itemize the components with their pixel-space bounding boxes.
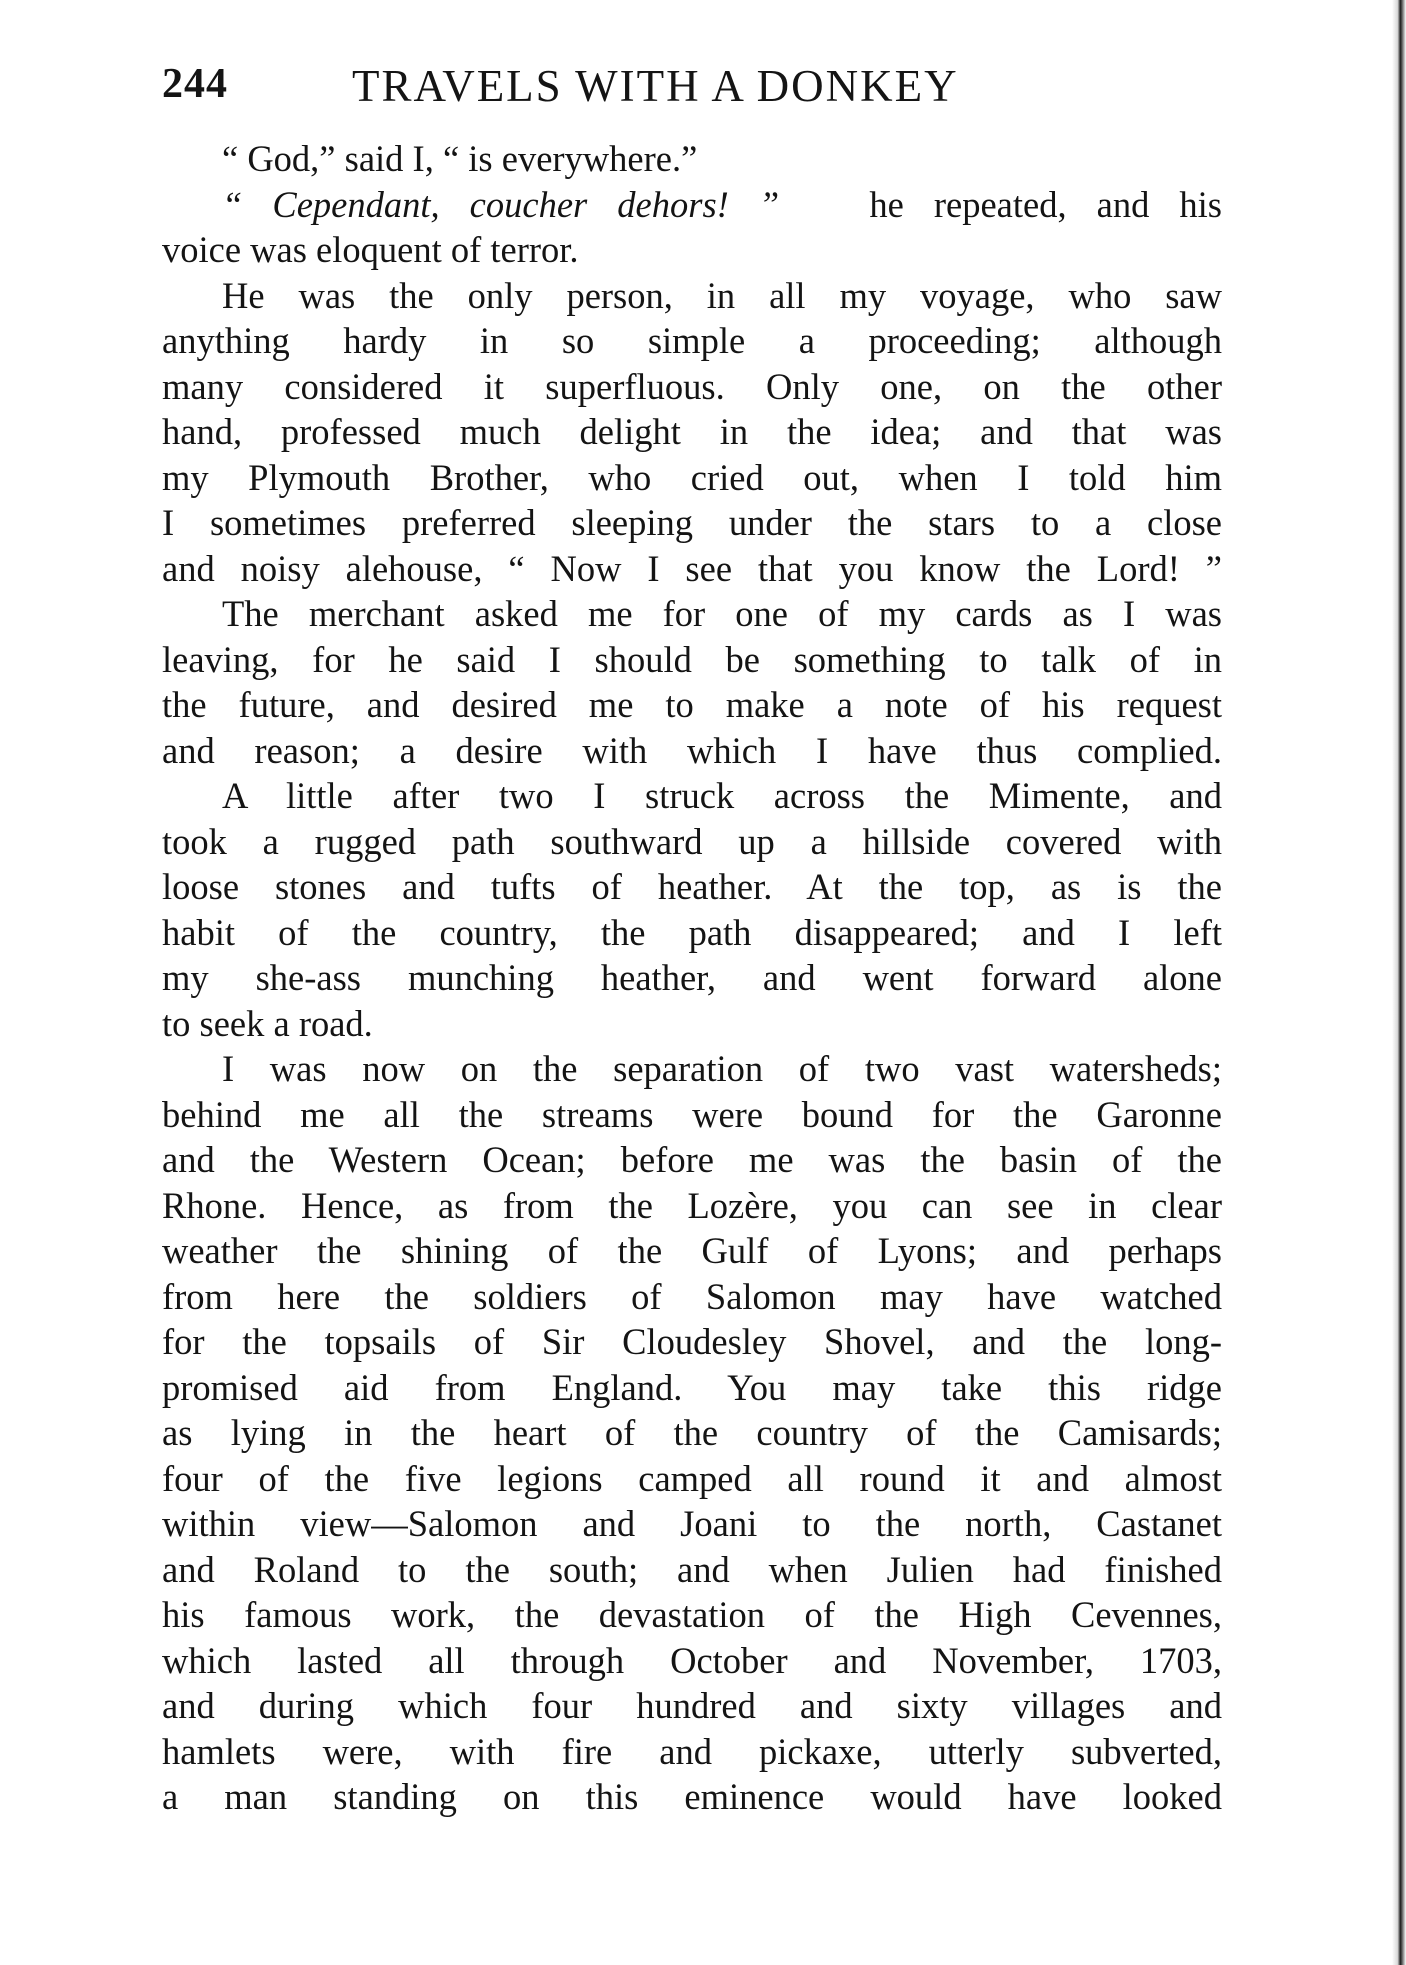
- text-fragment: he repeated, and his: [869, 183, 1222, 225]
- page-number: 244: [162, 61, 228, 107]
- text-line: promised aid from England. You may take this ridge: [162, 1366, 1222, 1408]
- text-line: I was now on the separation of two vast watersheds;: [222, 1048, 1222, 1089]
- text-line: and noisy alehouse, “ Now I see that you know the Lord! ”: [162, 547, 1222, 589]
- italic-quote: “ Cependant, coucher dehors! ”: [222, 183, 780, 225]
- text-line: [162, 182, 1222, 228]
- text-line: The merchant asked me for one of my cards as I was: [222, 593, 1222, 634]
- text-line: a man standing on this eminence would have looked: [162, 1776, 1222, 1817]
- text-line: leaving, for he said I should be something to talk of in: [162, 638, 1222, 680]
- text-line: took a rugged path southward up a hillside covered with: [162, 820, 1222, 862]
- text-line: his famous work, the devastation of the High Cevennes,: [162, 1594, 1222, 1635]
- text-line: A little after two I struck across the Mimente, and: [222, 775, 1222, 816]
- text-line: habit of the country, the path disappeared; and I left: [162, 911, 1222, 953]
- text-line: behind me all the streams were bound for the Garonne: [162, 1093, 1222, 1135]
- text-line: He was the only person, in all my voyage, who saw: [222, 274, 1222, 316]
- text-line: hand, professed much delight in the idea; and that was: [162, 411, 1222, 452]
- text-line: voice was eloquent of terror.: [162, 229, 579, 270]
- text-line: and Roland to the south; and when Julien had finished: [162, 1548, 1222, 1590]
- text-line: the future, and desired me to make a note of his request: [162, 684, 1222, 725]
- text-line: anything hardy in so simple a proceeding; although: [162, 320, 1222, 361]
- text-line: for the topsails of Sir Cloudesley Shovel, and the long-: [162, 1321, 1222, 1362]
- page-header: [162, 60, 1222, 120]
- page-edge: [1392, 0, 1406, 1965]
- running-title: TRAVELS WITH A DONKEY: [352, 61, 959, 111]
- text-line: and the Western Ocean; before me was the basin of the: [162, 1139, 1222, 1180]
- text-line: hamlets were, with fire and pickaxe, utterly subverted,: [162, 1730, 1222, 1772]
- text-line: my she-ass munching heather, and went forward alone: [162, 957, 1222, 998]
- body-text: [162, 136, 1222, 1820]
- text-line: my Plymouth Brother, who cried out, when I told him: [162, 456, 1222, 498]
- text-line: and during which four hundred and sixty villages and: [162, 1685, 1222, 1726]
- text-line: as lying in the heart of the country of the Camisards;: [162, 1412, 1222, 1453]
- text-line: which lasted all through October and November, 1703,: [162, 1639, 1222, 1681]
- text-line: many considered it superfluous. Only one, on the other: [162, 365, 1222, 407]
- text-line: weather the shining of the Gulf of Lyons; and perhaps: [162, 1230, 1222, 1271]
- text-line: and reason; a desire with which I have thus complied.: [162, 729, 1222, 771]
- text-line: loose stones and tufts of heather. At the top, as is the: [162, 866, 1222, 907]
- text-line: from here the soldiers of Salomon may have watched: [162, 1275, 1222, 1317]
- text-line: Rhone. Hence, as from the Lozère, you can see in clear: [162, 1184, 1222, 1226]
- text-line: I sometimes preferred sleeping under the stars to a close: [162, 502, 1222, 543]
- text-line: four of the five legions camped all round it and almost: [162, 1457, 1222, 1499]
- text-line: to seek a road.: [162, 1002, 373, 1044]
- text-line: “ God,” said I, “ is everywhere.”: [222, 138, 698, 179]
- text-line: within view—Salomon and Joani to the north, Castanet: [162, 1503, 1222, 1544]
